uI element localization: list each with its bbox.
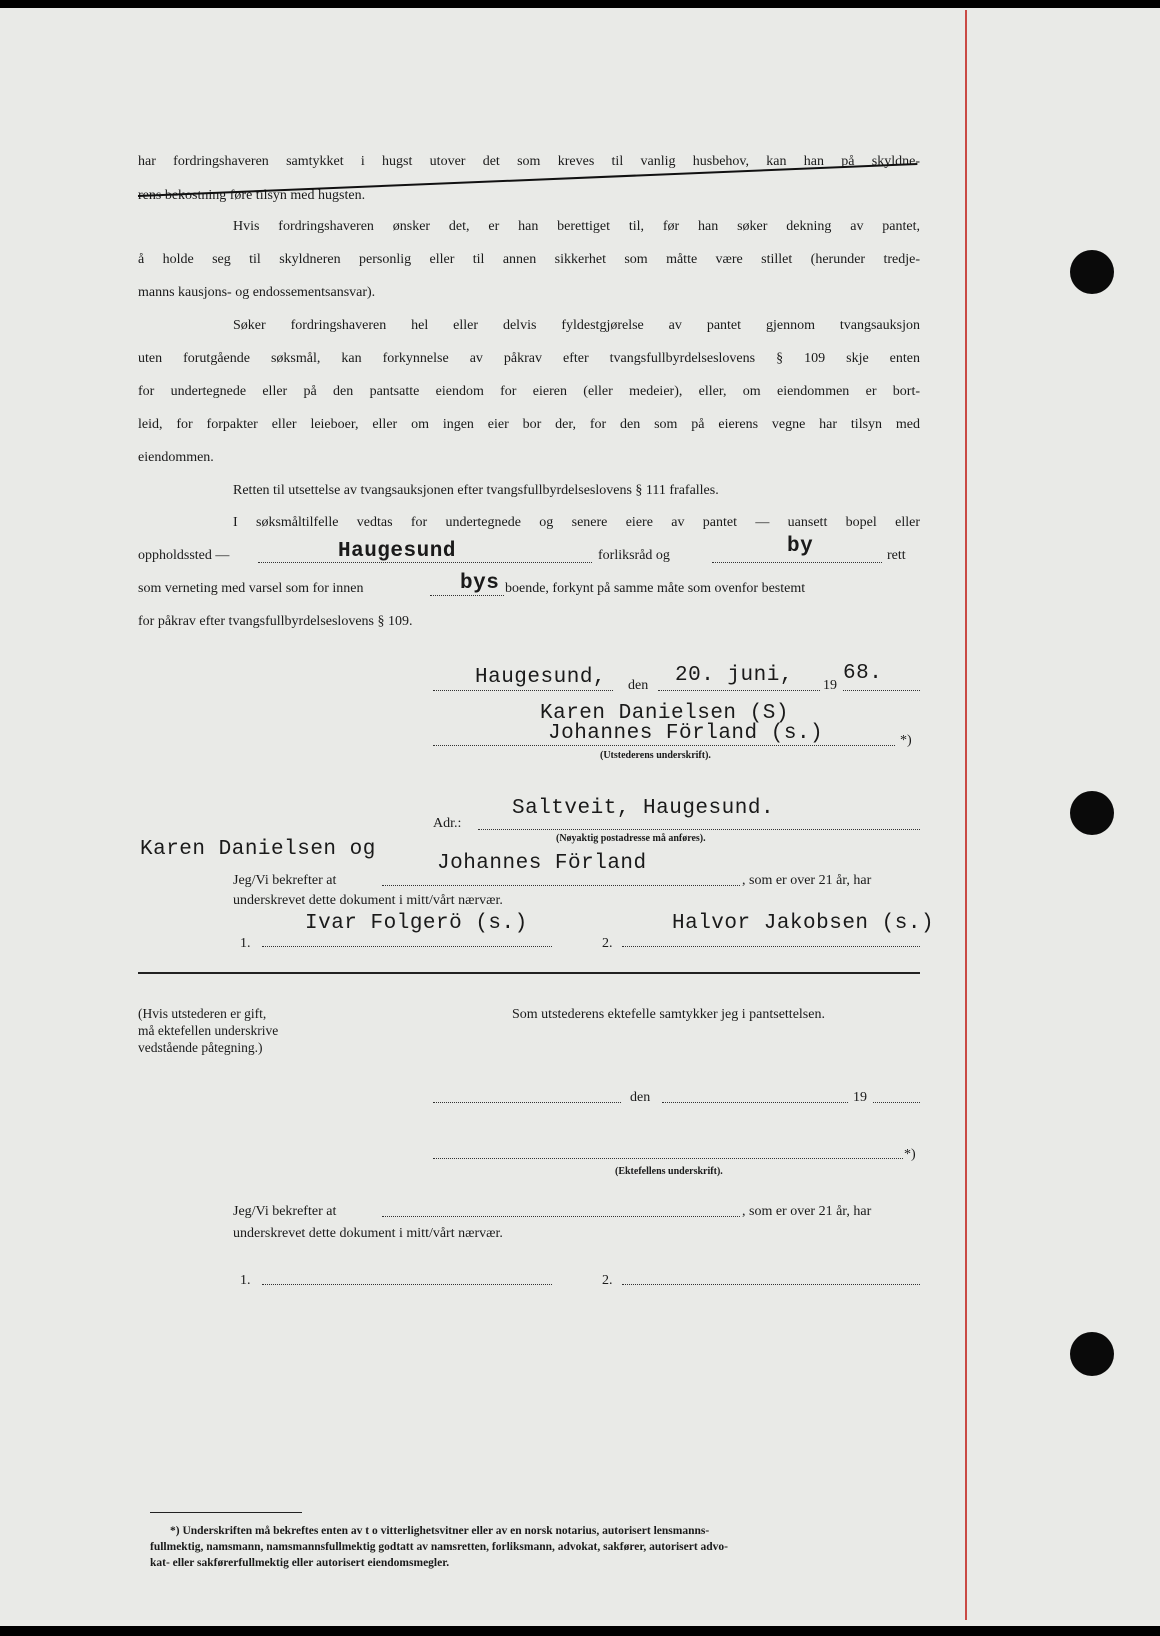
spouse-witness-1-number: 1. <box>240 1273 251 1288</box>
address-value: Saltveit, Haugesund. <box>512 797 775 820</box>
paragraph-2-line-2: å holde seg til skyldneren personlig eller til annen sikkerhet som måtte være stillet (herunder tredje- <box>138 252 920 267</box>
confirmed-names-line-1: Karen Danielsen og <box>140 838 376 861</box>
field-place-value: Haugesund <box>338 540 456 563</box>
label-over21-1: , som er over 21 år, har <box>742 873 872 888</box>
date-year-value: 68. <box>843 662 883 685</box>
field-court-value: by <box>787 535 814 558</box>
date-year-line <box>843 690 920 691</box>
footnote-line-2: fullmektig, namsmann, namsmannsfullmektig godtatt av namsretten, forliksmann, advokat, sakfører, autorisert advo- <box>150 1541 729 1553</box>
spouse-label-den: den <box>630 1090 651 1105</box>
witness-1-value: Ivar Folgerö (s.) <box>305 912 528 935</box>
spouse-signature-footnote-marker: *) <box>904 1147 916 1162</box>
paragraph-3-line-2: uten forutgående søksmål, kan forkynnelse av påkrav efter tvangsfullbyrdelseslovens § 109 skje enten <box>138 351 920 366</box>
punch-hole-middle <box>1070 791 1114 835</box>
label-bekrefter-2: Jeg/Vi bekrefter at <box>233 1204 337 1219</box>
signature-footnote-marker: *) <box>900 733 912 748</box>
paragraph-5-line-3a: som verneting med varsel som for innen <box>138 581 364 596</box>
date-place-value: Haugesund, <box>475 666 607 689</box>
label-over21-2: , som er over 21 år, har <box>742 1204 872 1219</box>
label-19: 19 <box>823 678 837 693</box>
date-day-value: 20. juni, <box>675 664 793 687</box>
spouse-date-year-line <box>873 1102 920 1103</box>
field-court-line <box>712 562 882 563</box>
spouse-signature-caption: (Ektefellens underskrift). <box>615 1166 723 1177</box>
witness-2-number: 2. <box>602 936 613 951</box>
paragraph-2-line-3: manns kausjons- og endossementsansvar). <box>138 285 376 300</box>
spouse-date-day-line <box>662 1102 848 1103</box>
scan-border-top <box>0 0 1160 8</box>
paragraph-3-line-5: eiendommen. <box>138 450 214 465</box>
label-den: den <box>628 678 649 693</box>
spouse-note-line-2: må ektefellen underskrive <box>138 1023 279 1038</box>
witness-1-line <box>262 946 552 947</box>
spouse-witness-names-line <box>382 1216 740 1217</box>
paragraph-1-line-1: har fordringshaveren samtykket i hugst utover det som kreves til vanlig husbehov, kan han på skyldne- <box>138 154 920 169</box>
spouse-witness-2-line <box>622 1284 920 1285</box>
paragraph-3-line-3: for undertegnede eller på den pantsatte eiendom for eieren (eller medeier), eller, om eiendommen er bort- <box>138 384 920 399</box>
spouse-witness-2-number: 2. <box>602 1273 613 1288</box>
spouse-note-line-1: (Hvis utstederen er gift, <box>138 1006 267 1021</box>
spouse-note-line-3: vedstående påtegning.) <box>138 1040 263 1055</box>
witness-2-value: Halvor Jakobsen (s.) <box>672 912 935 935</box>
witness-1-number: 1. <box>240 936 251 951</box>
witness-2-line <box>622 946 920 947</box>
section-divider <box>138 972 920 974</box>
label-oppholdssted: oppholdssted — <box>138 548 230 563</box>
footnote-rule <box>150 1512 302 1513</box>
field-bys-value: bys <box>460 572 500 595</box>
label-adr: Adr.: <box>433 816 462 831</box>
spouse-label-19: 19 <box>853 1090 867 1105</box>
address-caption: (Nøyaktig postadresse må anføres). <box>556 833 706 844</box>
paragraph-3-line-1: Søker fordringshaveren hel eller delvis fyldestgjørelse av pantet gjennom tvangsauksjon <box>233 318 920 333</box>
spouse-date-place-line <box>433 1102 621 1103</box>
paragraph-2-line-1: Hvis fordringshaveren ønsker det, er han berettiget til, før han søker dekning av pantet, <box>233 219 920 234</box>
address-line <box>478 829 920 830</box>
paragraph-5-line-3b: boende, forkynt på samme måte som ovenfor bestemt <box>505 581 806 596</box>
spouse-witness-1-line <box>262 1284 552 1285</box>
paragraph-4-line-1: Retten til utsettelse av tvangsauksjonen efter tvangsfullbyrdelseslovens § 111 frafalles. <box>233 483 719 498</box>
label-bekrefter-1: Jeg/Vi bekrefter at <box>233 873 337 888</box>
signer-2-value: Johannes Förland (s.) <box>548 722 824 745</box>
margin-line <box>965 10 967 1620</box>
label-underskrevet-2: underskrevet dette dokument i mitt/vårt nærvær. <box>233 1226 503 1241</box>
signer-1-value: Karen Danielsen (S) <box>540 702 789 725</box>
confirmed-names-line <box>382 885 740 886</box>
scan-border-bottom <box>0 1626 1160 1636</box>
paragraph-3-line-4: leid, for forpakter eller leieboer, eller om ingen eier bor der, for den som på eierens vegne har tilsyn med <box>138 417 920 432</box>
paragraph-5-line-4: for påkrav efter tvangsfullbyrdelseslovens § 109. <box>138 614 413 629</box>
spouse-consent-text: Som utstederens ektefelle samtykker jeg i pantsettelsen. <box>512 1007 825 1022</box>
spouse-signature-line <box>433 1158 903 1159</box>
signature-caption: (Utstederens underskrift). <box>600 750 711 761</box>
label-forliksrad: forliksråd og <box>598 548 670 563</box>
label-rett: rett <box>887 548 906 563</box>
date-place-line <box>433 690 613 691</box>
footnote-line-3: kat- eller sakførerfullmektig eller autorisert eiendomsmegler. <box>150 1557 450 1569</box>
label-underskrevet-1: underskrevet dette dokument i mitt/vårt nærvær. <box>233 893 503 908</box>
confirmed-names-line-2: Johannes Förland <box>437 852 647 875</box>
punch-hole-top <box>1070 250 1114 294</box>
footnote-line-1: *) Underskriften må bekreftes enten av t o vitterlighetsvitner eller av en norsk notarius, autorisert lensmanns- <box>170 1525 710 1537</box>
paragraph-1-line-2: rens bekostning føre tilsyn med hugsten. <box>138 188 366 203</box>
date-day-line <box>658 690 820 691</box>
paragraph-5-line-1: I søksmåltilfelle vedtas for undertegnede og senere eiere av pantet — uansett bopel eller <box>233 515 920 530</box>
punch-hole-bottom <box>1070 1332 1114 1376</box>
